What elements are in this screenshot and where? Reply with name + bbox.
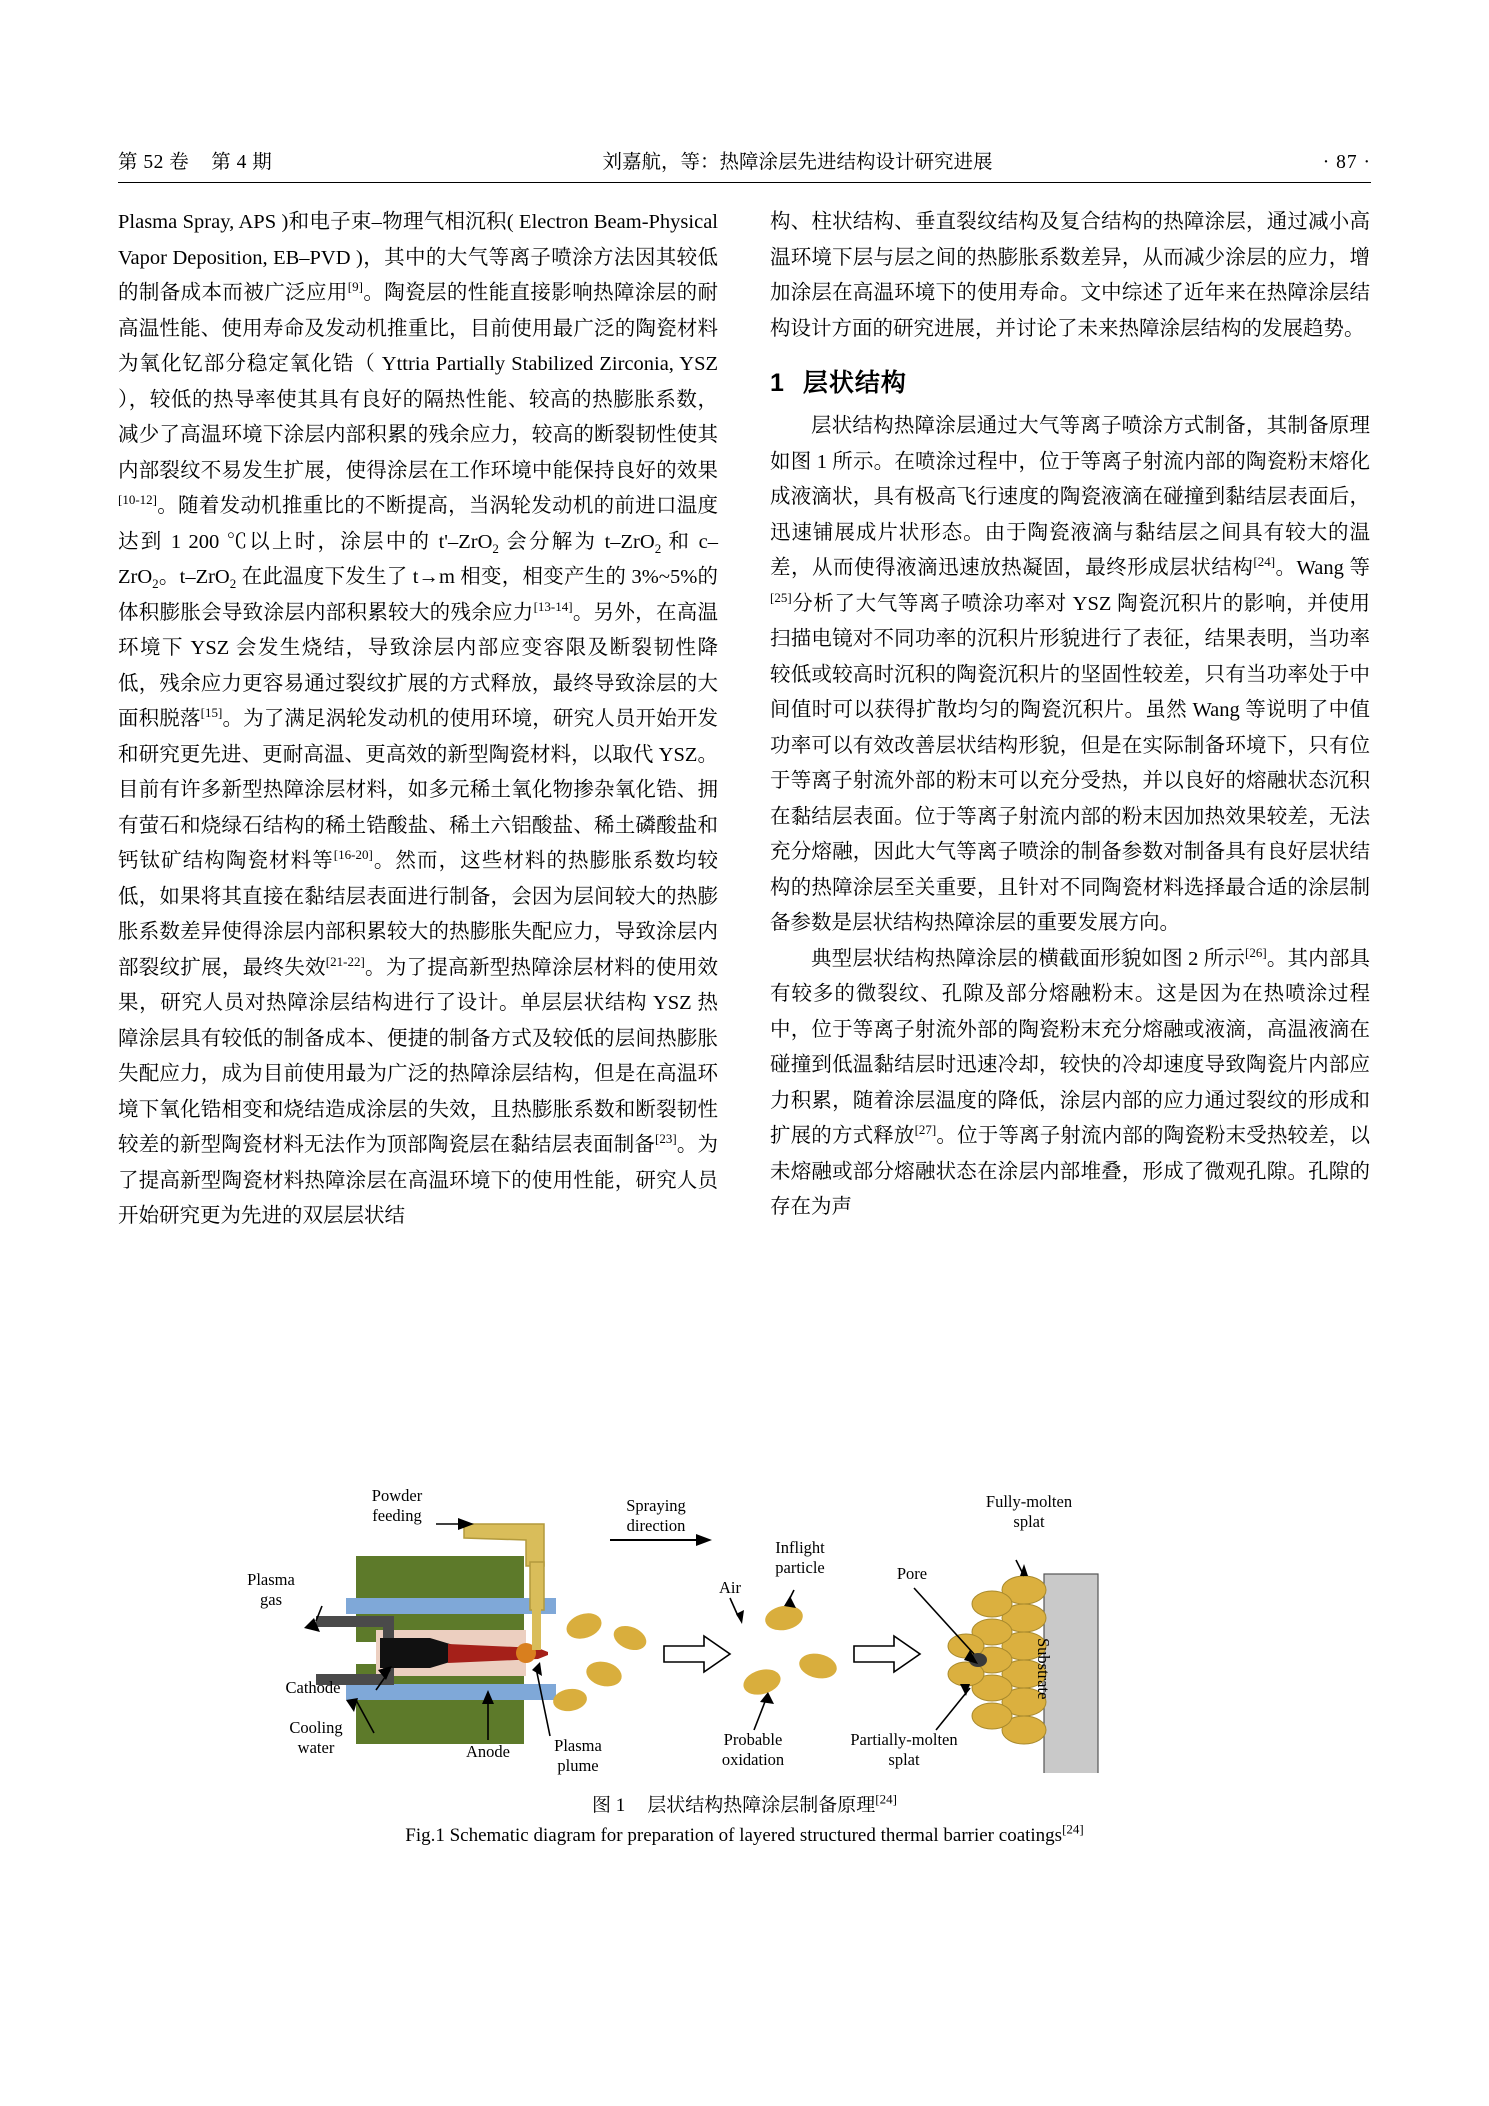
- section-number: 1: [770, 369, 785, 397]
- label-cooling-water: Cooling water: [289, 1718, 343, 1757]
- figure-caption-en-text: Fig.1 Schematic diagram for preparation of layered structured thermal barrier coatings: [405, 1825, 1063, 1846]
- paragraph-left-1: Plasma Spray, APS )和电子束–物理气相沉积( Electron Beam-Physical Vapor Deposition, EB–PVD )，其中的大气等离子喷涂方法因其较低的制备成本而被广泛应用[9]。陶瓷层的性能直接影响热障涂层的耐高温性能、使用寿命及发动机推重比，目前使用最广泛的陶瓷材料为氧化钇部分稳定氧化锆（ Yttria Partially Stabilized Zirconia, YSZ ），较低的热导率使其具有良好的隔热性能、较高的热膨胀系数，减少了高温环境下涂层内部积累的残余应力，较高的断裂韧性使其内部裂纹不易发生扩展，使得涂层在工作环境中能保持良好的效果[10-12]。随着发动机推重比的不断提高，当涡轮发动机的前进口温度达到 1 200 ℃以上时，涂层中的 t'–ZrO$_2$ 会分解为 t–ZrO$_2$ 和 c–ZrO$_2$。t–ZrO$_2$ 在此温度下发生了 t→m 相变，相变产生的 3%~5%的体积膨胀会导致涂层内部积累较大的残余应力[13-14]。另外，在高温环境下 YSZ 会发生烧结，导致涂层内部应变容限及断裂韧性降低，残余应力更容易通过裂纹扩展的方式释放，最终导致涂层的大面积脱落[15]。为了满足涡轮发动机的使用环境，研究人员开始开发和研究更先进、更耐高温、更高效的新型陶瓷材料，以取代 YSZ。目前有许多新型热障涂层材料，如多元稀土氧化物掺杂氧化锆、拥有萤石和烧绿石结构的稀土锆酸盐、稀土六铝酸盐、稀土磷酸盐和钙钛矿结构陶瓷材料等[16-20]。然而，这些材料的热膨胀系数均较低，如果将其直接在黏结层表面进行制备，会因为层间较大的热膨胀系数差异使得涂层内部积累较大的热膨胀失配应力，导致涂层内部裂纹扩展，最终失效[21-22]。为了提高新型热障涂层材料的使用效果，研究人员对热障涂层结构进行了设计。单层层状结构 YSZ 热障涂层具有较低的制备成本、便捷的制备方式及较低的层间热膨胀失配应力，成为目前使用最为广泛的热障涂层结构，但是在高温环境下氧化锆相变和烧结造成涂层的失效，且热膨胀系数和断裂韧性较差的新型陶瓷材料无法作为顶部陶瓷层在黏结层表面制备[23]。为了提高新型陶瓷材料热障涂层在高温环境下的使用性能，研究人员开始研究更为先进的双层层状结: [118, 211, 719, 1227]
- page-number: · 87 ·: [1322, 152, 1371, 173]
- figure-caption-cn: [118, 1791, 1371, 1821]
- label-plasma-plume: Plasma plume: [554, 1736, 602, 1775]
- header-divider: [118, 182, 1371, 183]
- volume-label: 第 52 卷: [118, 152, 190, 173]
- running-head-title: 刘嘉航，等：热障涂层先进结构设计研究进展: [602, 152, 993, 173]
- paragraph-right-3: 典型层状结构热障涂层的横截面形貌如图 2 所示[26]。其内部具有较多的微裂纹、孔隙及部分熔融粉末。这是因为在热喷涂过程中，位于等离子射流外部的陶瓷粉末充分熔融或液滴，高温液滴在碰撞到低温黏结层时迅速冷却，较快的冷却速度导致陶瓷片内部应力积累，随着涂层温度的降低，涂层内部的应力通过裂纹的形成和扩展的方式释放[27]。位于等离子射流内部的陶瓷粉末受热较差，以未熔融或部分熔融状态在涂层内部堆叠，形成了微观孔隙。孔隙的存在为声: [770, 944, 1371, 1218]
- label-inflight-particle: Inflight particle: [775, 1538, 825, 1577]
- figure-1: [118, 1478, 1371, 1851]
- label-fully-molten-splat: Fully-molten splat: [985, 1492, 1073, 1531]
- issue-label: 第 4 期: [211, 152, 273, 173]
- section-title: 层状结构: [802, 369, 907, 397]
- label-partially-molten-splat: Partially-molten splat: [850, 1730, 958, 1769]
- label-probable-oxidation: Probable oxidation: [721, 1730, 785, 1769]
- label-pore: Pore: [896, 1564, 928, 1583]
- left-column: [118, 205, 718, 1235]
- label-spraying-direction: Spraying direction: [626, 1496, 686, 1535]
- figure-caption-en-ref: [24]: [1062, 1821, 1084, 1837]
- figure-caption-cn-label: 图 1: [592, 1795, 626, 1816]
- label-anode: Anode: [466, 1742, 510, 1761]
- label-substrate: [1033, 1638, 1053, 1658]
- figure-1-canvas: [118, 1478, 1371, 1773]
- figure-caption-cn-text: 层状结构热障涂层制备原理: [647, 1795, 876, 1816]
- figure-caption-en: [118, 1821, 1371, 1851]
- running-head-left: [118, 146, 272, 174]
- paragraph-right-1: 构、柱状结构、垂直裂纹结构及复合结构的热障涂层，通过减小高温环境下层与层之间的热膨胀系数差异，从而减少涂层的应力，增加涂层在高温环境下的使用寿命。文中综述了近年来在热障涂层结构设计方面的研究进展，并讨论了未来热障涂层结构的发展趋势。: [770, 211, 1370, 340]
- label-cathode: Cathode: [285, 1678, 341, 1697]
- right-column: [770, 205, 1370, 1235]
- label-air: Air: [719, 1578, 741, 1597]
- figure-caption-cn-ref: [24]: [875, 1791, 897, 1807]
- section-heading-1: [770, 363, 1370, 399]
- paragraph-right-2: 层状结构热障涂层通过大气等离子喷涂方式制备，其制备原理如图 1 所示。在喷涂过程中，位于等离子射流内部的陶瓷粉末熔化成液滴状，具有极高飞行速度的陶瓷液滴在碰撞到黏结层表面后，迅速铺展成片状形态。由于陶瓷液滴与黏结层之间具有较大的温差，从而使得液滴迅速放热凝固，最终形成层状结构[24]。Wang 等[25]分析了大气等离子喷涂功率对 YSZ 陶瓷沉积片的影响，并使用扫描电镜对不同功率的沉积片形貌进行了表征，结果表明，当功率较低或较高时沉积的陶瓷沉积片的坚固性较差，只有当功率处于中间值时可以获得扩散均匀的陶瓷沉积片。虽然 Wang 等说明了中值功率可以有效改善层状结构形貌，但是在实际制备环境下，只有位于等离子射流外部的粉末可以充分受热，并以良好的熔融状态沉积在黏结层表面。位于等离子射流内部的粉末因加热效果较差，无法充分熔融，因此大气等离子喷涂的制备参数对制备具有良好层状结构的热障涂层至关重要，且针对不同陶瓷材料选择最合适的涂层制备参数是层状结构热障涂层的重要发展方向。: [770, 415, 1371, 934]
- label-plasma-gas: Plasma gas: [247, 1570, 295, 1609]
- body-columns: [118, 205, 1371, 1235]
- label-powder-feeding: Powder feeding: [371, 1486, 423, 1525]
- running-head: [118, 140, 1371, 174]
